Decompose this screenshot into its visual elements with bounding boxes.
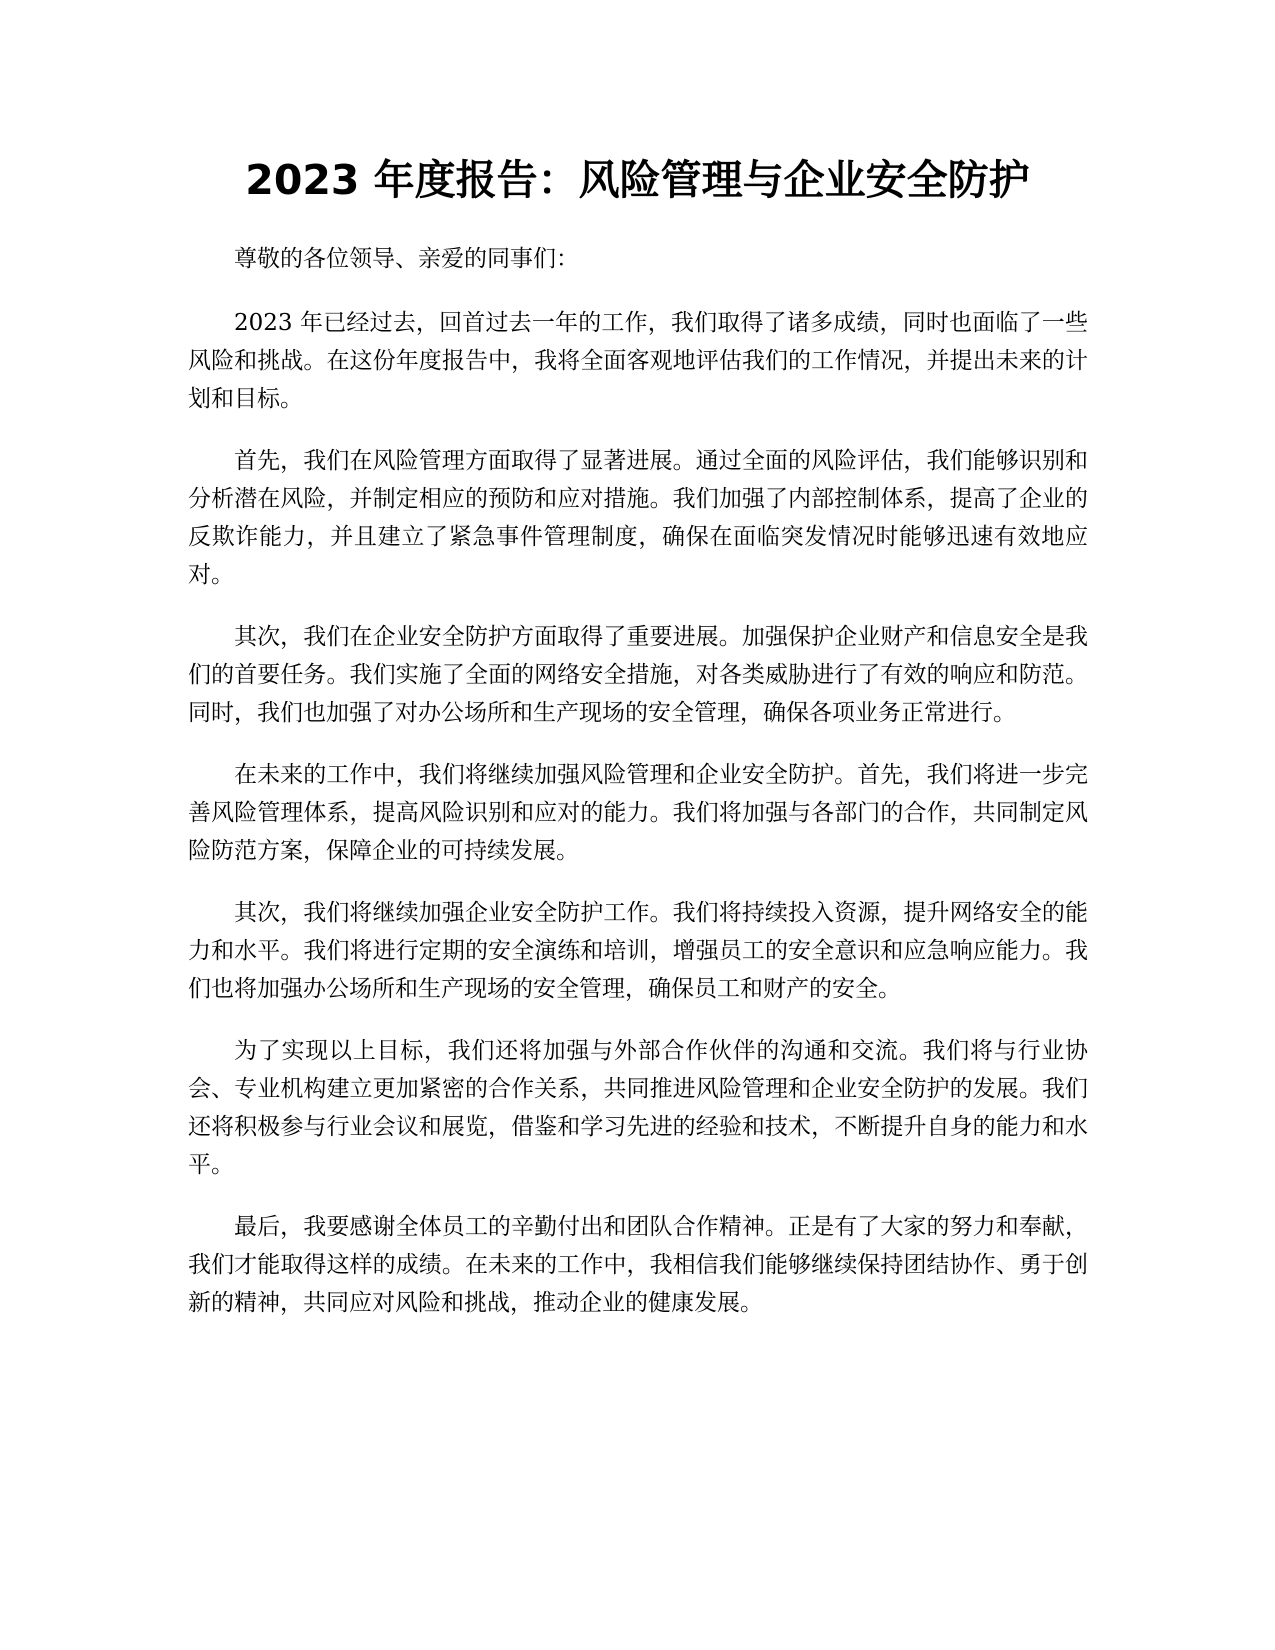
- paragraph-security-protection: 其次，我们在企业安全防护方面取得了重要进展。加强保护企业财产和信息安全是我们的首要任务。我们实施了全面的网络安全措施，对各类威胁进行了有效的响应和防范。同时，我们也加强了对办公场所和生产现场的安全管理，确保各项业务正常进行。: [188, 624, 1088, 726]
- paragraph-closing: 最后，我要感谢全体员工的辛勤付出和团队合作精神。正是有了大家的努力和奉献，我们才能取得这样的成绩。在未来的工作中，我相信我们能够继续保持团结协作、勇于创新的精神，共同应对风险和挑战，推动企业的健康发展。: [188, 1214, 1088, 1316]
- salutation: 尊敬的各位领导、亲爱的同事们：: [234, 246, 579, 272]
- document-body: [188, 240, 1088, 1346]
- paragraph-risk-management: 首先，我们在风险管理方面取得了显著进展。通过全面的风险评估，我们能够识别和分析潜在风险，并制定相应的预防和应对措施。我们加强了内部控制体系，提高了企业的反欺诈能力，并且建立了紧急事件管理制度，确保在面临突发情况时能够迅速有效地应对。: [188, 448, 1088, 588]
- paragraph-future-security: 其次，我们将继续加强企业安全防护工作。我们将持续投入资源，提升网络安全的能力和水平。我们将进行定期的安全演练和培训，增强员工的安全意识和应急响应能力。我们也将加强办公场所和生产现场的安全管理，确保员工和财产的安全。: [188, 900, 1088, 1002]
- paragraph-future-risk: 在未来的工作中，我们将继续加强风险管理和企业安全防护。首先，我们将进一步完善风险管理体系，提高风险识别和应对的能力。我们将加强与各部门的合作，共同制定风险防范方案，保障企业的可持续发展。: [188, 762, 1088, 864]
- document-title: 2023 年度报告：风险管理与企业安全防护: [245, 156, 1030, 204]
- paragraph-intro: 2023 年已经过去，回首过去一年的工作，我们取得了诸多成绩，同时也面临了一些风险和挑战。在这份年度报告中，我将全面客观地评估我们的工作情况，并提出未来的计划和目标。: [188, 310, 1088, 412]
- paragraph-external-cooperation: 为了实现以上目标，我们还将加强与外部合作伙伴的沟通和交流。我们将与行业协会、专业机构建立更加紧密的合作关系，共同推进风险管理和企业安全防护的发展。我们还将积极参与行业会议和展览，借鉴和学习先进的经验和技术，不断提升自身的能力和水平。: [188, 1038, 1088, 1178]
